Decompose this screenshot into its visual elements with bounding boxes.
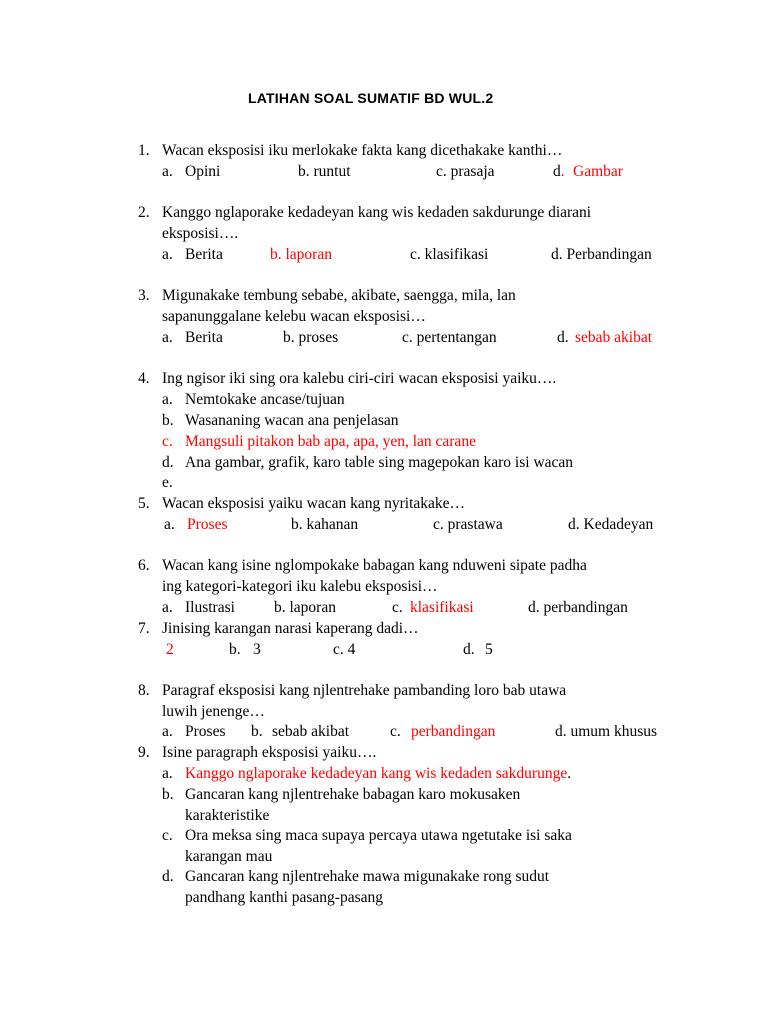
page-title: LATIHAN SOAL SUMATIF BD WUL.2 [248, 90, 494, 106]
option-c: c. pertentangan [402, 329, 497, 346]
option-c-label: c. [162, 433, 173, 450]
option-a-label: a. [162, 765, 173, 782]
option-e-label: e. [162, 474, 173, 491]
option-a: Berita [185, 329, 223, 346]
option-a-label: a. [162, 723, 173, 740]
option-b-label: b. [251, 723, 263, 740]
question-number: 1. [138, 142, 150, 159]
option-b-label: b. [162, 786, 174, 803]
option-b: sebab akibat [272, 723, 350, 740]
option-c: Ora meksa sing maca supaya percaya utawa ngetutake isi saka [185, 827, 572, 844]
question-number: 9. [138, 744, 150, 761]
question-text: Wacan eksposisi iku merlokake fakta kang dicethakake kanthi… [162, 142, 563, 159]
option-a-label: a. [162, 599, 173, 616]
question-text: Wacan kang isine nglompokake babagan kang nduweni sipate padha [162, 557, 587, 574]
option-b: 3 [253, 641, 261, 658]
option-a-label: a. [162, 163, 173, 180]
option-a-label: a. [162, 391, 173, 408]
option-a-label: a. [164, 516, 175, 533]
question-number: 5. [138, 495, 150, 512]
option-d: d. Kedadeyan [568, 516, 654, 533]
question-text: Jinising karangan narasi kaperang dadi… [162, 620, 419, 637]
question-text: luwih jenenge… [162, 703, 265, 720]
option-c: c. prasaja [436, 163, 495, 180]
option-a: Ilustrasi [185, 599, 235, 616]
question-text: sapanunggalane kelebu wacan eksposisi… [162, 308, 426, 325]
question-number: 8. [138, 682, 150, 699]
question-text: eksposisi…. [162, 225, 239, 242]
option-d-label: d. [557, 329, 569, 346]
option-b: Wasananing wacan ana penjelasan [185, 412, 399, 429]
option-a-label: a. [162, 246, 173, 263]
option-b: karakteristike [185, 807, 270, 824]
option-a-answer: Proses [187, 516, 228, 533]
option-c: karangan mau [185, 848, 273, 865]
option-a-answer: 2 [166, 641, 174, 658]
option-d-label: d. [162, 454, 174, 471]
question-text: ing kategori-kategori iku kalebu eksposisi… [162, 578, 438, 595]
option-a: Opini [185, 163, 221, 180]
option-c: c. 4 [333, 641, 356, 658]
option-d-answer: sebab akibat [575, 329, 653, 346]
option-c-answer: Mangsuli pitakon bab apa, apa, yen, lan carane [185, 433, 476, 450]
option-d: pandhang kanthi pasang-pasang [185, 889, 383, 906]
option-d: d. umum khusus [555, 723, 658, 740]
question-number: 2. [138, 204, 150, 221]
question-text: Paragraf eksposisi kang njlentrehake pambanding loro bab utawa [162, 682, 567, 699]
option-c-answer: perbandingan [411, 723, 496, 740]
question-text: Wacan eksposisi yaiku wacan kang nyritakake… [162, 495, 466, 512]
option-c-answer: klasifikasi [410, 599, 474, 616]
question-text: Migunakake tembung sebabe, akibate, saengga, mila, lan [162, 287, 516, 304]
question-number: 7. [138, 620, 150, 637]
option-b: b. laporan [274, 599, 336, 616]
option-c: c. prastawa [433, 516, 503, 533]
option-d: d. Perbandingan [551, 246, 652, 263]
question-text: Kanggo nglaporake kedadeyan kang wis kedaden sakdurunge diarani [162, 204, 592, 221]
option-a: Berita [185, 246, 223, 263]
option-d: Ana gambar, grafik, karo table sing magepokan karo isi wacan [185, 454, 574, 471]
option-c-label: c. [392, 599, 403, 616]
option-c-label: c. [162, 827, 173, 844]
option-b-answer: b. laporan [270, 246, 332, 263]
option-d-label: d. [553, 163, 565, 180]
option-b-label: b. [229, 641, 241, 658]
option-a: Proses [185, 723, 226, 740]
question-text: Isine paragraph eksposisi yaiku…. [162, 744, 377, 761]
option-a-label: a. [162, 329, 173, 346]
option-c-label: c. [390, 723, 401, 740]
option-b: b. kahanan [291, 516, 359, 533]
option-d: d. perbandingan [528, 599, 628, 616]
option-b-label: b. [162, 412, 174, 429]
option-a: Nemtokake ancase/tujuan [185, 391, 345, 408]
option-a-answer: Kanggo nglaporake kedadeyan kang wis kedaden sakdurunge. [185, 765, 572, 782]
option-d: 5 [485, 641, 493, 658]
question-number: 3. [138, 287, 150, 304]
option-b: b. runtut [298, 163, 351, 180]
question-number: 4. [138, 370, 150, 387]
option-b: b. proses [283, 329, 339, 346]
option-d-label: d. [463, 641, 475, 658]
option-c: c. klasifikasi [410, 246, 489, 263]
option-d-label: d. [162, 868, 174, 885]
question-number: 6. [138, 557, 150, 574]
option-d: Gancaran kang njlentrehake mawa migunakake rong sudut [185, 868, 550, 885]
option-b: Gancaran kang njlentrehake babagan karo mokusaken [185, 786, 521, 803]
question-text: Ing ngisor iki sing ora kalebu ciri-ciri wacan eksposisi yaiku…. [162, 370, 557, 387]
option-d-answer: Gambar [573, 163, 623, 180]
